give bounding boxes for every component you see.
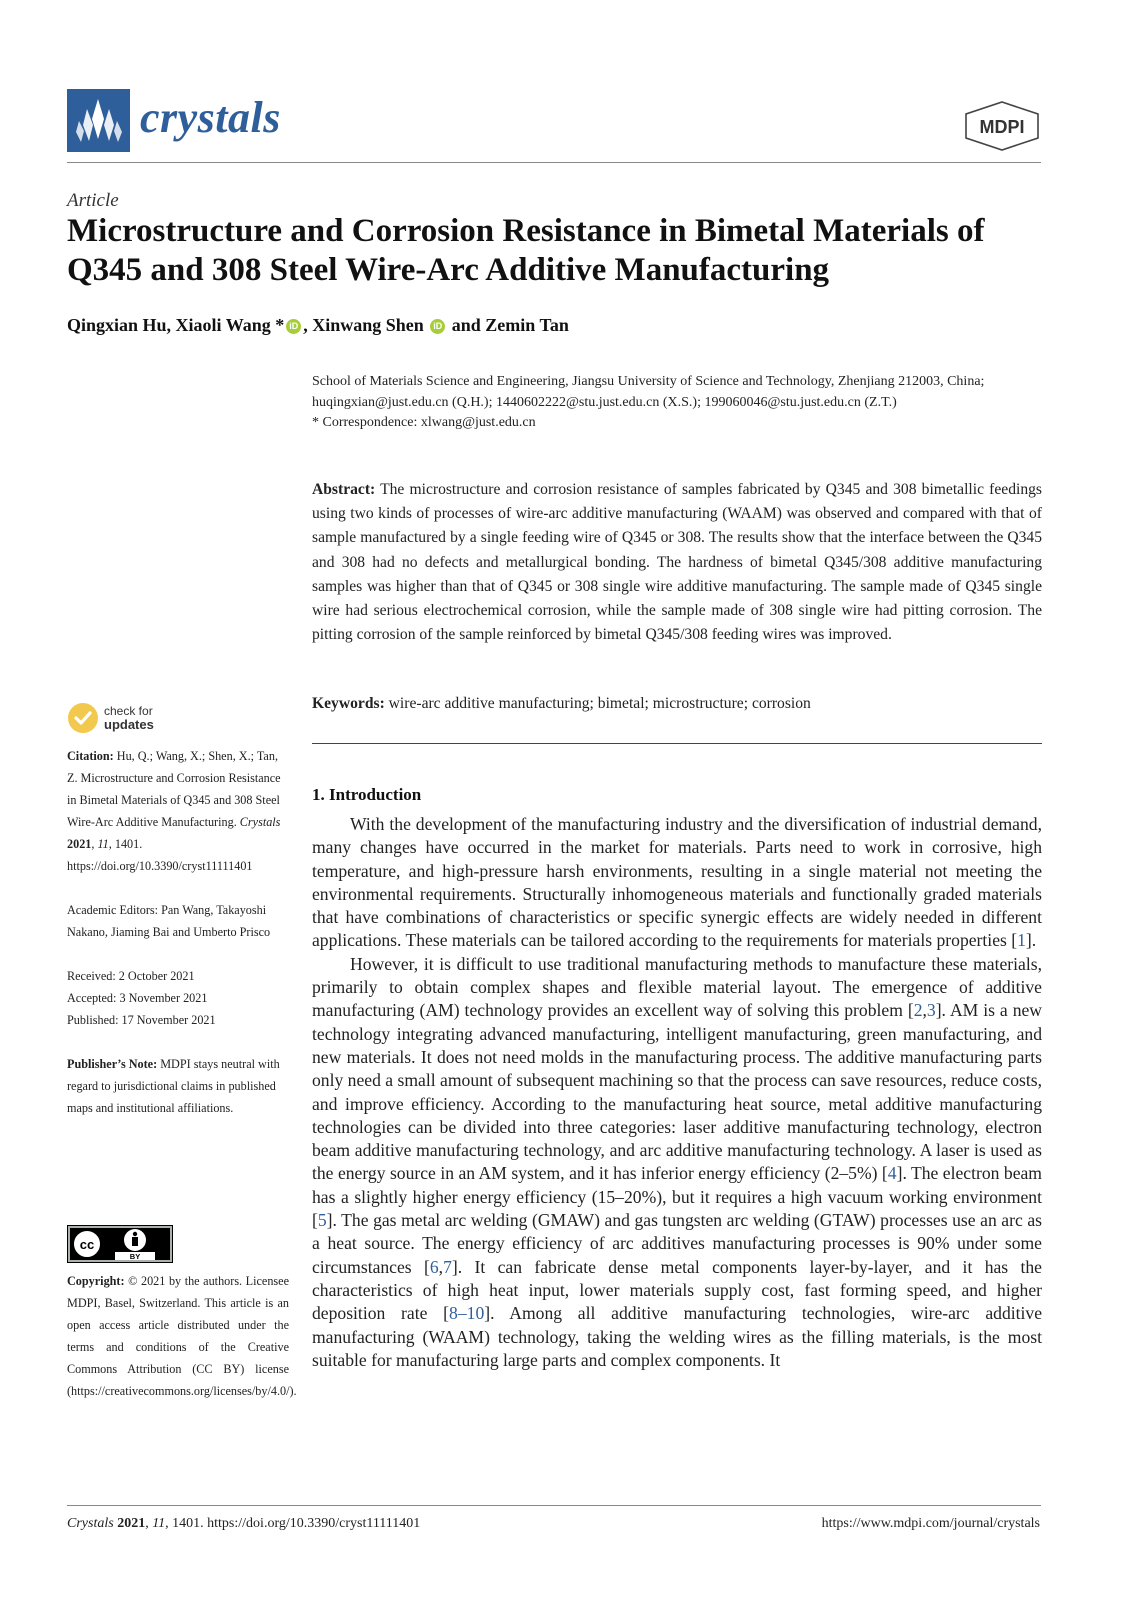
orcid-icon[interactable]: iD	[286, 319, 301, 334]
accepted-date: Accepted: 3 November 2021	[67, 991, 208, 1005]
correspondence: * Correspondence: xlwang@just.edu.cn	[312, 415, 536, 430]
abstract	[312, 478, 1042, 647]
keywords	[312, 693, 1042, 715]
citation-doi[interactable]: , 1401. https://doi.org/10.3390/cryst11111401	[67, 837, 253, 873]
citation-journal: Crystals	[239, 815, 281, 829]
mdpi-logo-icon	[962, 100, 1042, 157]
citation-year: 2021	[67, 837, 92, 851]
reference-link[interactable]: 7	[443, 1256, 452, 1277]
check-updates-line2: updates	[104, 717, 154, 732]
copyright-text: © 2021 by the authors. Licensee MDPI, Basel, Switzerland. This article is an open access article distributed under the terms and conditions of the Creative Commons Attribution (CC BY) license (https://creativecommons.org/licenses/by/4.0/).	[67, 1274, 297, 1398]
journal-name: crystals	[140, 93, 281, 142]
paragraph-text: ]. It can fabricate dense metal components layer-by-layer, and it has the characteristics of high heat input, lower materials supply cost, fast forming speed, and higher deposition rate [	[312, 1256, 1042, 1324]
paragraph-text: ].	[1025, 930, 1037, 951]
paragraph-text: ]. Among all additive manufacturing technologies, wire-arc additive manufacturing (WAAM) technology, taking the welding wires as the filling materials, is the most suitable for manufacturing large parts and complex components. It	[312, 1303, 1043, 1370]
reference-link[interactable]: 2	[913, 1000, 923, 1021]
abstract-label: Abstract:	[312, 481, 376, 498]
copyright-label: Copyright:	[67, 1274, 125, 1288]
orcid-icon[interactable]: iD	[430, 319, 445, 334]
svg-text:BY: BY	[129, 1252, 141, 1261]
header-divider	[67, 162, 1041, 163]
citation	[67, 745, 289, 877]
publisher-note-label: Publisher’s Note:	[67, 1057, 158, 1071]
footer-journal-url[interactable]: https://www.mdpi.com/journal/crystals	[821, 1516, 1040, 1531]
mdpi-logo-text: MDPI	[979, 117, 1025, 137]
author-text: , Xinwang Shen	[303, 315, 429, 335]
citation-sep: ,	[91, 837, 98, 851]
published-date: Published: 17 November 2021	[67, 1013, 216, 1027]
author-text: and Zemin Tan	[447, 315, 569, 335]
reference-link[interactable]: 3	[926, 1000, 936, 1021]
svg-text:cc: cc	[79, 1237, 95, 1252]
keywords-label: Keywords:	[312, 695, 385, 712]
received-date: Received: 2 October 2021	[67, 969, 195, 983]
footer-volume: 11	[152, 1516, 166, 1531]
copyright-notice	[67, 1270, 297, 1402]
paragraph	[312, 813, 1042, 953]
author-list	[67, 315, 569, 336]
article-sidebar	[67, 745, 289, 1141]
abstract-text: The microstructure and corrosion resistance of samples fabricated by Q345 and 308 bimetallic feedings using two kinds of processes of wire-arc additive manufacturing (WAAM) was observed and compared with that of sample manufactured by a single feeding wire of Q345 or 308. The results show that the interface between the Q345 and 308 had no defects and metallurgical bonding. The hardness of bimetal Q345/308 additive manufacturing samples was higher than that of Q345 or 308 single wire additive manufacturing. The sample made of Q345 single wire had serious electrochemical corrosion, while the sample made of 308 single wire had pitting corrosion. The pitting corrosion of the sample reinforced by bimetal Q345/308 feeding wires was improved.	[312, 481, 1042, 644]
keywords-text: wire-arc additive manufacturing; bimetal; microstructure; corrosion	[384, 695, 811, 712]
paragraph-text: ,	[922, 1000, 927, 1021]
reference-link[interactable]: 6	[429, 1256, 439, 1277]
section-heading: 1. Introduction	[312, 785, 422, 804]
body-text	[312, 813, 1042, 1372]
footer-divider	[67, 1505, 1041, 1506]
check-updates-line1: check for	[104, 704, 153, 718]
paragraph	[312, 953, 1042, 1372]
paragraph-text: ]. The gas metal arc welding (GMAW) and gas tungsten arc welding (GTAW) processes use an arc as a heat source. The energy efficiency of arc additives manufacturing processes is 90% under some circumstances [	[312, 1210, 1042, 1277]
reference-link[interactable]: 1	[1017, 930, 1026, 951]
footer-citation	[67, 1516, 420, 1532]
paragraph-text: However, it is difficult to use traditional manufacturing methods to manufacture these materials, primarily to obtain complex shapes and flexible material layout. The emergence of additive manufacturing (AM) technology provides an excellent way of solving this problem [	[312, 953, 1042, 1021]
paragraph-text: ]. AM is a new technology integrating advanced manufacturing, intelligent manufacturing, green manufacturing, and new materials. It does not need molds in the manufacturing process. The additive manufacturing parts only need a small amount of subsequent machining so that the process can save resources, reduce costs, and improve efficiency. According to the manufacturing heat source, metal additive manufacturing technologies can be divided into three categories: laser additive manufacturing technology, electron beam additive manufacturing technology, and arc additive manufacturing technology. A laser is used as the energy source in an AM system, and it has inferior energy efficiency (2–5%) [	[312, 1000, 1043, 1184]
article-type: Article	[67, 190, 119, 211]
reference-link[interactable]: 5	[317, 1210, 327, 1231]
reference-link[interactable]: 4	[887, 1163, 897, 1184]
footer-year: 2021	[113, 1516, 146, 1531]
author-text: Qingxian Hu, Xiaoli Wang *	[67, 315, 285, 335]
check-for-updates-button[interactable]	[67, 702, 154, 734]
reference-link[interactable]: 8–10	[449, 1303, 485, 1324]
footer-sep: ,	[145, 1516, 153, 1531]
citation-text: Hu, Q.; Wang, X.; Shen, X.; Tan, Z. Microstructure and Corrosion Resistance in Bimetal Materials of Q345 and 308 Steel Wire-Arc Additive Manufacturing.	[67, 749, 281, 829]
footer-journal: Crystals	[67, 1516, 114, 1531]
cc-by-license-icon[interactable]	[67, 1225, 173, 1263]
paragraph-text: ,	[438, 1256, 444, 1277]
citation-volume: 11	[97, 837, 109, 851]
citation-label: Citation:	[67, 749, 114, 763]
article-title: Microstructure and Corrosion Resistance in Bimetal Materials of Q345 and 308 Steel Wire-Arc Additive Manufacturing	[67, 213, 985, 288]
academic-editors: Academic Editors: Pan Wang, Takayoshi Nakano, Jiaming Bai and Umberto Prisco	[67, 903, 271, 939]
abstract-divider	[312, 743, 1042, 744]
dates	[67, 965, 289, 1031]
affiliation-block	[312, 372, 1042, 434]
check-updates-icon	[67, 702, 99, 734]
publisher-note	[67, 1053, 289, 1119]
paragraph-text: With the development of the manufacturing industry and the diversification of industrial demand, many changes have occurred in the market for materials. Parts need to work in corrosive, high temperature, and high-pressure harsh environments, resulting in a single material not meeting the environmental requirements. Structurally inhomogeneous materials and functionally graded materials that have combinations of characteristics or specific synergic effects are widely needed in different applications. These materials can be tailored according to the requirements for materials properties [	[312, 814, 1042, 951]
publisher-note-text: MDPI stays neutral with regard to jurisdictional claims in published maps and institutional affiliations.	[67, 1057, 280, 1115]
paragraph-text: ]. The electron beam has a slightly higher energy efficiency (15–20%), but it requires a high vacuum working environment [	[312, 1163, 1042, 1231]
footer-doi[interactable]: , 1401. https://doi.org/10.3390/cryst11111401	[165, 1516, 421, 1531]
affiliation-text: School of Materials Science and Engineering, Jiangsu University of Science and Technology, Zhenjiang 212003, China; huqingxian@just.edu.cn (Q.H.); 1440602222@stu.just.edu.cn (X.S.); 199060046@stu.just.edu.cn (Z.T.)	[312, 374, 985, 410]
journal-logo-icon	[67, 89, 130, 152]
